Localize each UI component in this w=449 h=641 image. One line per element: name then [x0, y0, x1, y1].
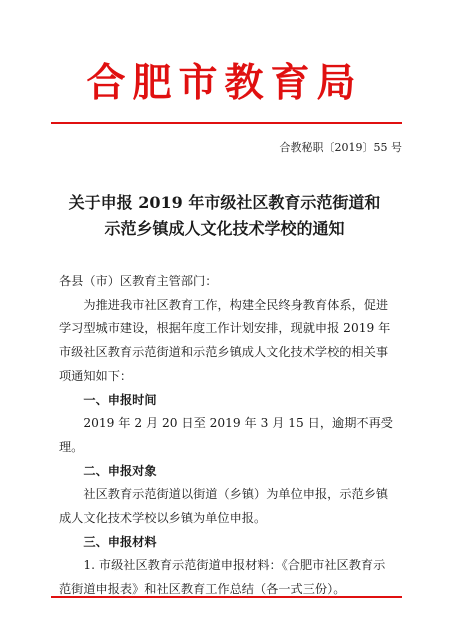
document-title — [40, 190, 409, 242]
document-title-line-1: 关于申报 2019 年市级社区教育示范街道和 — [68, 193, 381, 212]
section-heading-target: 二、申报对象 — [83, 463, 157, 478]
intro-paragraph: 为推进我市社区教育工作，构建全民终身教育体系，促进学习型城市建设，根据年度工作计划安排，现就申报 2019 年市级社区教育示范街道和示范乡镇成人文化技术学校的相关事项通知如下： — [59, 297, 391, 383]
section-body-target: 社区教育示范街道以街道（乡镇）为单位申报，示范乡镇成人文化技术学校以乡镇为单位申报。 — [59, 487, 389, 526]
document-title-line-2: 示范乡镇成人文化技术学校的通知 — [104, 219, 345, 238]
masthead-title: 合肥市教育局 — [86, 61, 363, 106]
section-heading-time: 一、申报时间 — [83, 392, 157, 407]
footer-red-rule — [51, 596, 402, 598]
section-heading-materials: 三、申报材料 — [83, 534, 157, 549]
salutation: 各县（市）区教育主管部门： — [59, 274, 218, 288]
masthead-red-rule — [51, 122, 402, 124]
document-body — [59, 270, 397, 602]
section-body-time: 2019 年 2 月 20 日至 2019 年 3 月 15 日，逾期不再受理。 — [59, 416, 393, 454]
document-number: 合教秘职〔2019〕55 号 — [279, 141, 402, 154]
section-body-materials: 1. 市级社区教育示范街道申报材料：《合肥市社区教育示范街道申报表》和社区教育工作总结（各一式三份）。 — [59, 558, 386, 597]
